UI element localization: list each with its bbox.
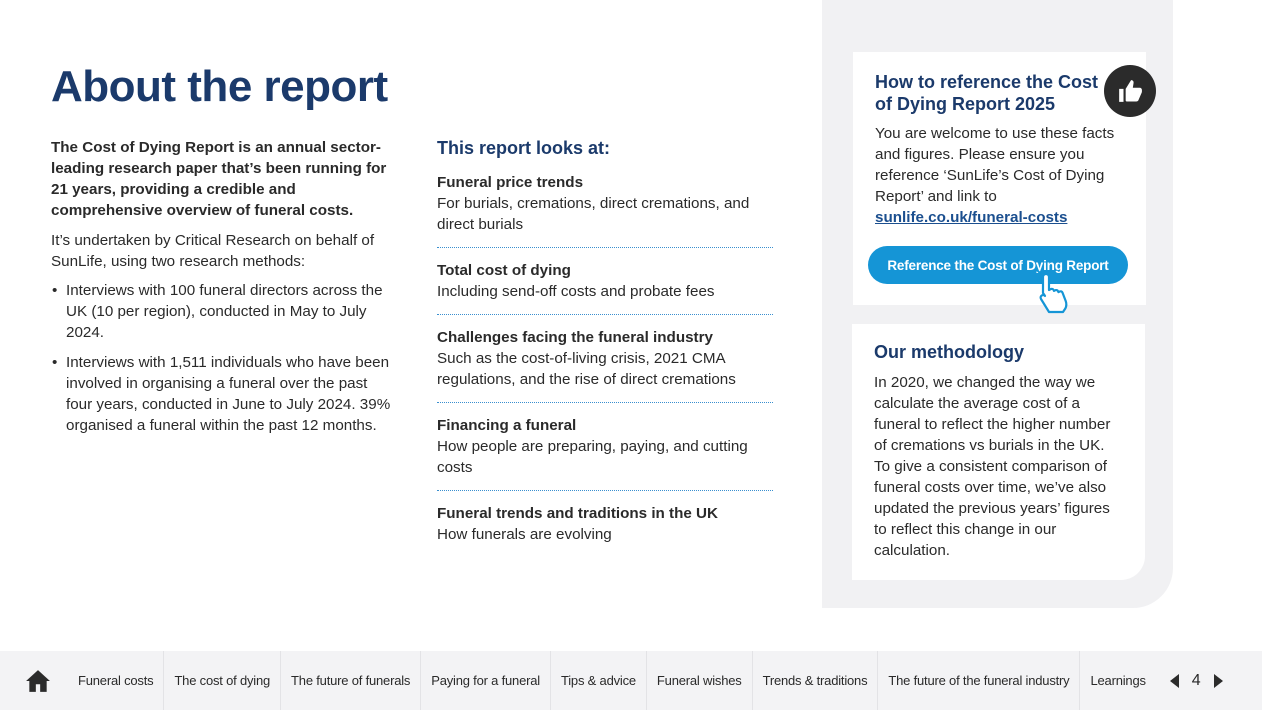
reference-body: You are welcome to use these facts and figures. Please ensure you reference ‘SunLife’s Cost of Dying Report’ and link to — [875, 125, 1115, 205]
reference-report-button[interactable]: Reference the Cost of Dying Report — [868, 246, 1128, 284]
topic-title: Challenges facing the funeral industry — [437, 329, 713, 346]
bottom-navigation — [0, 651, 1262, 710]
intro-lead: The Cost of Dying Report is an annual sector-leading research paper that’s been running for 21 years, providing a credible and comprehensive overview of funeral costs. — [51, 139, 387, 219]
topic-desc: Including send-off costs and probate fees — [437, 283, 715, 300]
pager — [1170, 672, 1223, 690]
topic-item — [437, 260, 773, 315]
nav-item-cost-of-dying[interactable]: The cost of dying — [164, 651, 281, 710]
page-number: 4 — [1191, 671, 1201, 689]
list-item: • Interviews with 1,511 individuals who have been involved in organising a funeral over the past four years, conducted in June to July 2024. 39% organised a funeral within the past 12 months. — [51, 352, 396, 436]
page-title: About the report — [51, 62, 388, 111]
report-topics — [437, 138, 773, 569]
topic-desc: How funerals are evolving — [437, 526, 612, 543]
home-icon — [25, 668, 51, 694]
nav-item-future-of-funerals[interactable]: The future of funerals — [281, 651, 421, 710]
topic-title: Funeral price trends — [437, 174, 584, 191]
topic-item — [437, 415, 773, 491]
topic-title: Financing a funeral — [437, 417, 577, 434]
list-item: • Interviews with 100 funeral directors across the UK (10 per region), conducted in May to July 2024. — [51, 280, 396, 343]
methodology-text: In 2020, we changed the way we calculate the average cost of a funeral to reflect the higher number of cremations vs burials in the UK. To give a consistent comparison of funeral costs over time, we’ve also updated the previous years’ figures to reflect this change in our calculation. — [874, 374, 1111, 559]
nav-item-tips-advice[interactable]: Tips & advice — [551, 651, 647, 710]
topic-item — [437, 503, 773, 557]
reference-text — [875, 123, 1125, 228]
topics-heading: This report looks at: — [437, 138, 611, 158]
intro-body: It’s undertaken by Critical Research on behalf of SunLife, using two research methods: — [51, 232, 375, 270]
nav-item-future-industry[interactable]: The future of the funeral industry — [878, 651, 1080, 710]
home-button[interactable] — [8, 651, 68, 710]
funeral-costs-link[interactable]: sunlife.co.uk/funeral-costs — [875, 209, 1068, 226]
methodology-title: Our methodology — [874, 342, 1024, 362]
methods-list — [51, 280, 396, 436]
nav-item-paying-for-funeral[interactable]: Paying for a funeral — [421, 651, 551, 710]
nav-item-funeral-costs[interactable]: Funeral costs — [68, 651, 164, 710]
nav-item-funeral-wishes[interactable]: Funeral wishes — [647, 651, 753, 710]
topic-title: Funeral trends and traditions in the UK — [437, 505, 718, 522]
topic-item — [437, 172, 773, 248]
topic-desc: For burials, cremations, direct cremations, and direct burials — [437, 195, 750, 233]
topic-desc: Such as the cost-of-living crisis, 2021 CMA regulations, and the rise of direct cremations — [437, 350, 736, 388]
next-page-icon[interactable] — [1213, 674, 1223, 688]
nav-item-trends-traditions[interactable]: Trends & traditions — [753, 651, 879, 710]
pointer-hand-icon — [1036, 270, 1076, 321]
nav-item-learnings[interactable]: Learnings — [1090, 673, 1146, 688]
pointer-hand-glyph — [1036, 270, 1076, 316]
prev-page-icon[interactable] — [1170, 674, 1180, 688]
topic-title: Total cost of dying — [437, 262, 571, 279]
reference-title: How to reference the Cost of Dying Report 2025 — [875, 72, 1099, 114]
thumbs-up-icon — [1104, 65, 1156, 117]
topic-desc: How people are preparing, paying, and cutting costs — [437, 438, 748, 476]
topic-item — [437, 327, 773, 403]
intro-section — [51, 137, 396, 445]
thumbs-up-glyph — [1117, 78, 1143, 104]
